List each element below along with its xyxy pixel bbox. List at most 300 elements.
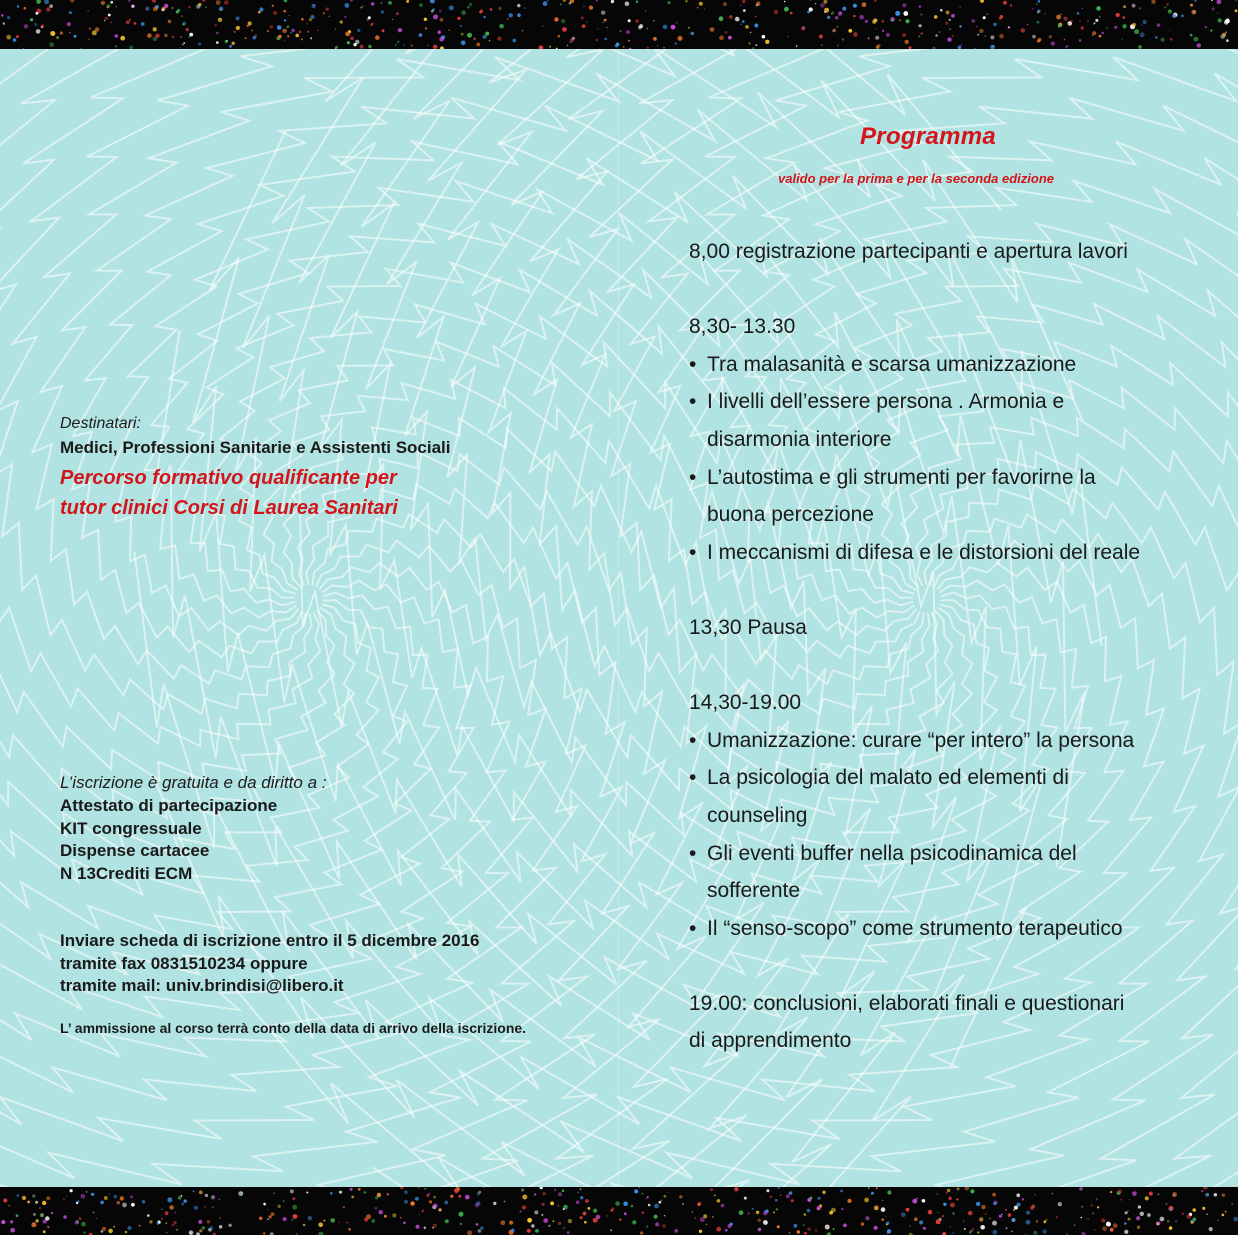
confetti-dot — [959, 6, 961, 8]
confetti-dot — [891, 19, 894, 22]
confetti-dot — [519, 1210, 522, 1213]
confetti-dot — [189, 33, 193, 37]
confetti-dot — [682, 1203, 684, 1205]
confetti-dot — [1058, 24, 1061, 27]
confetti-dot — [1194, 0, 1197, 2]
top-decorative-border — [0, 0, 1238, 49]
confetti-dot — [339, 1191, 342, 1194]
confetti-dot — [1066, 45, 1068, 47]
confetti-dot — [248, 21, 252, 25]
confetti-dot — [460, 1223, 462, 1225]
confetti-dot — [567, 45, 568, 46]
confetti-dot — [1160, 1217, 1165, 1222]
confetti-dot — [664, 1215, 665, 1216]
session-1-time: 8,30- 13.30 — [689, 315, 796, 339]
confetti-dot — [168, 20, 172, 24]
confetti-dot — [563, 1208, 565, 1210]
confetti-dot — [461, 33, 464, 36]
confetti-dot — [837, 45, 839, 47]
confetti-dot — [395, 44, 397, 46]
confetti-dot — [475, 1203, 480, 1208]
confetti-dot — [490, 8, 493, 11]
confetti-dot — [1212, 7, 1215, 10]
confetti-dot — [351, 1196, 354, 1199]
confetti-dot — [295, 34, 299, 38]
confetti-dot — [950, 1203, 955, 1208]
confetti-dot — [153, 27, 157, 31]
confetti-dot — [1038, 38, 1042, 42]
confetti-dot — [440, 18, 444, 22]
confetti-dot — [259, 7, 263, 11]
confetti-dot — [604, 38, 607, 41]
confetti-dot — [30, 18, 33, 21]
confetti-dot — [1186, 1214, 1191, 1219]
confetti-dot — [912, 1199, 917, 1204]
confetti-dot — [1155, 36, 1158, 39]
confetti-dot — [69, 11, 72, 14]
confetti-dot — [147, 1214, 150, 1217]
confetti-dot — [81, 1222, 86, 1227]
confetti-dot — [977, 34, 979, 36]
confetti-dot — [125, 1231, 128, 1234]
confetti-dot — [777, 1187, 780, 1189]
confetti-dot — [1044, 13, 1045, 14]
confetti-dot — [550, 1201, 554, 1205]
confetti-dot — [942, 1215, 944, 1217]
confetti-dot — [626, 30, 630, 34]
confetti-dot — [210, 1226, 214, 1230]
confetti-dot — [115, 45, 117, 47]
confetti-dot — [1134, 29, 1139, 34]
confetti-dot — [403, 1222, 406, 1225]
confetti-dot — [1022, 1198, 1024, 1200]
bullet-icon: • — [689, 766, 697, 790]
confetti-dot — [70, 0, 74, 2]
confetti-dot — [1140, 1212, 1144, 1216]
confetti-dot — [831, 1208, 836, 1213]
confetti-dot — [1156, 1223, 1158, 1225]
confetti-dot — [959, 25, 961, 27]
confetti-dot — [1124, 1230, 1128, 1234]
confetti-dot — [438, 31, 441, 34]
confetti-dot — [410, 1201, 414, 1205]
confetti-dot — [1087, 1218, 1089, 1220]
confetti-dot — [1225, 19, 1230, 24]
confetti-dot — [397, 41, 399, 43]
session-2-item: • Gli eventi buffer nella psicodinamica del — [689, 835, 1209, 873]
confetti-dot — [1079, 20, 1080, 21]
confetti-dot — [139, 1225, 141, 1227]
confetti-dot — [734, 1187, 739, 1192]
confetti-dot — [232, 42, 235, 45]
confetti-dot — [267, 1209, 268, 1210]
confetti-dot — [956, 1198, 958, 1200]
confetti-dot — [504, 1201, 506, 1203]
benefits-list — [60, 795, 277, 885]
confetti-dot — [1077, 12, 1080, 15]
confetti-dot — [422, 1210, 424, 1212]
confetti-dot — [317, 30, 319, 32]
confetti-dot — [1003, 1, 1007, 5]
confetti-dot — [789, 1232, 791, 1234]
confetti-dot — [36, 12, 39, 15]
confetti-dot — [848, 29, 852, 33]
confetti-dot — [1127, 1210, 1129, 1212]
confetti-dot — [1093, 24, 1094, 25]
confetti-dot — [735, 17, 740, 22]
confetti-dot — [803, 1224, 805, 1226]
confetti-dot — [758, 1219, 761, 1222]
confetti-dot — [290, 32, 292, 34]
confetti-dot — [859, 15, 864, 20]
confetti-dot — [439, 37, 444, 42]
confetti-dot — [1132, 23, 1136, 27]
confetti-dot — [1147, 1213, 1151, 1217]
confetti-dot — [803, 26, 805, 28]
confetti-dot — [992, 1193, 996, 1197]
confetti-dot — [716, 1227, 721, 1232]
confetti-dot — [647, 1196, 649, 1198]
confetti-dot — [348, 1228, 351, 1231]
confetti-dot — [876, 28, 877, 29]
confetti-dot — [835, 16, 838, 19]
confetti-dot — [1102, 1226, 1107, 1231]
confetti-dot — [717, 1199, 721, 1203]
confetti-dot — [981, 1205, 985, 1209]
confetti-dot — [868, 37, 870, 39]
confetti-dot — [752, 1208, 754, 1210]
confetti-dot — [1158, 1194, 1159, 1195]
confetti-dot — [905, 19, 909, 23]
confetti-dot — [1036, 1220, 1038, 1222]
confetti-dot — [745, 25, 749, 29]
confetti-dot — [1236, 0, 1237, 1]
confetti-dot — [306, 1192, 308, 1194]
confetti-dot — [270, 25, 274, 29]
confetti-dot — [843, 1224, 847, 1228]
confetti-dot — [560, 4, 562, 6]
bullet-icon: • — [689, 465, 697, 489]
confetti-dot — [419, 1214, 420, 1215]
confetti-dot — [642, 1193, 644, 1195]
confetti-dot — [700, 1217, 705, 1222]
confetti-dot — [655, 1222, 659, 1226]
confetti-dot — [862, 2, 867, 7]
confetti-dot — [76, 1220, 79, 1223]
confetti-dot — [1181, 15, 1184, 18]
confetti-dot — [278, 35, 281, 38]
confetti-dot — [875, 1206, 879, 1210]
confetti-dot — [1092, 35, 1093, 36]
confetti-dot — [188, 6, 191, 9]
confetti-dot — [864, 1198, 869, 1203]
confetti-dot — [172, 7, 174, 9]
bullet-icon: • — [689, 841, 697, 865]
confetti-dot — [1101, 1218, 1105, 1222]
confetti-dot — [204, 1206, 205, 1207]
confetti-dot — [161, 1218, 163, 1220]
confetti-dot — [1210, 29, 1212, 31]
confetti-dot — [986, 13, 988, 15]
confetti-dot — [992, 1221, 997, 1226]
confetti-dot — [1218, 18, 1222, 22]
confetti-dot — [1099, 16, 1101, 18]
confetti-dot — [728, 36, 732, 40]
confetti-dot — [33, 1213, 36, 1216]
confetti-dot — [467, 33, 472, 38]
confetti-dot — [653, 20, 655, 22]
confetti-dot — [804, 1213, 806, 1215]
confetti-dot — [818, 1197, 821, 1200]
confetti-dot — [1197, 43, 1201, 47]
confetti-dot — [1032, 8, 1034, 10]
confetti-dot — [558, 1192, 562, 1196]
confetti-dot — [424, 1227, 426, 1229]
confetti-dot — [34, 23, 37, 26]
confetti-dot — [216, 0, 221, 5]
confetti-dot — [543, 1192, 546, 1195]
confetti-dot — [110, 22, 112, 24]
confetti-dot — [13, 38, 17, 42]
confetti-dot — [308, 1216, 312, 1220]
confetti-dot — [343, 1206, 345, 1208]
confetti-dot — [43, 1219, 47, 1223]
confetti-dot — [445, 1219, 449, 1223]
confetti-dot — [576, 1201, 580, 1205]
confetti-dot — [531, 1224, 534, 1227]
confetti-dot — [169, 1205, 173, 1209]
confetti-dot — [881, 1218, 884, 1221]
confetti-dot — [483, 35, 487, 39]
confetti-dot — [922, 1199, 926, 1203]
confetti-dot — [542, 25, 544, 27]
confetti-dot — [167, 1197, 172, 1202]
confetti-dot — [284, 40, 286, 42]
confetti-dot — [236, 16, 240, 20]
confetti-dot — [543, 1, 548, 6]
confetti-dot — [534, 1193, 536, 1195]
confetti-dot — [173, 1221, 177, 1225]
confetti-dot — [1170, 38, 1173, 41]
confetti-dot — [277, 1205, 280, 1208]
confetti-dot — [330, 1218, 335, 1223]
confetti-dot — [371, 24, 373, 26]
confetti-dot — [186, 28, 189, 31]
confetti-dot — [1214, 1193, 1217, 1196]
confetti-dot — [152, 0, 156, 3]
confetti-dot — [301, 39, 303, 41]
confetti-dot — [427, 1194, 430, 1197]
confetti-dot — [457, 17, 460, 20]
confetti-dot — [131, 1203, 135, 1207]
confetti-dot — [522, 1195, 527, 1200]
confetti-dot — [517, 13, 521, 17]
confetti-dot — [189, 1230, 194, 1235]
confetti-dot — [853, 15, 855, 17]
confetti-dot — [450, 1195, 453, 1198]
confetti-dot — [469, 3, 472, 6]
confetti-dot — [49, 4, 53, 8]
confetti-dot — [382, 29, 385, 32]
confetti-dot — [797, 1230, 800, 1233]
confetti-dot — [432, 1227, 434, 1229]
confetti-dot — [719, 35, 724, 40]
confetti-dot — [166, 1222, 168, 1224]
confetti-dot — [1092, 31, 1096, 35]
confetti-dot — [1172, 14, 1176, 18]
confetti-dot — [1122, 24, 1126, 28]
confetti-dot — [699, 1230, 702, 1233]
confetti-dot — [448, 29, 450, 31]
confetti-dot — [710, 27, 715, 32]
confetti-dot — [919, 24, 922, 27]
confetti-dot — [865, 20, 868, 23]
confetti-dot — [635, 19, 639, 23]
benefit-item: KIT congressuale — [60, 818, 202, 838]
confetti-dot — [1136, 1216, 1140, 1220]
confetti-dot — [749, 43, 751, 45]
confetti-dot — [558, 35, 560, 37]
confetti-dot — [1190, 4, 1193, 7]
confetti-dot — [400, 1217, 402, 1219]
confetti-dot — [1164, 6, 1166, 8]
confetti-dot — [299, 31, 302, 34]
confetti-dot — [199, 1191, 203, 1195]
confetti-dot — [378, 1193, 381, 1196]
confetti-dot — [589, 6, 593, 10]
confetti-dot — [521, 1190, 522, 1191]
confetti-dot — [865, 1216, 869, 1220]
confetti-dot — [611, 1209, 614, 1212]
confetti-dot — [874, 0, 876, 2]
confetti-dot — [198, 1220, 202, 1224]
confetti-dot — [882, 20, 884, 22]
course-title-line-1: Percorso formativo qualificante per — [60, 467, 397, 489]
confetti-dot — [74, 35, 77, 38]
confetti-dot — [1030, 1206, 1034, 1210]
confetti-dot — [804, 1232, 807, 1235]
confetti-dot — [63, 1215, 66, 1218]
confetti-dot — [194, 1206, 198, 1210]
confetti-dot — [101, 1230, 104, 1233]
confetti-dot — [937, 1212, 938, 1213]
confetti-dot — [928, 1210, 933, 1215]
confetti-dot — [789, 1191, 793, 1195]
confetti-dot — [129, 19, 131, 21]
confetti-dot — [1110, 1191, 1112, 1193]
confetti-dot — [704, 8, 705, 9]
confetti-dot — [166, 1232, 168, 1234]
confetti-dot — [699, 2, 703, 6]
confetti-dot — [923, 1227, 926, 1230]
confetti-dot — [142, 1200, 145, 1203]
confetti-dot — [1118, 1189, 1122, 1193]
confetti-dot — [833, 30, 835, 32]
program-title: Programma — [860, 123, 997, 150]
confetti-dot — [1217, 1220, 1218, 1221]
confetti-dot — [404, 1200, 408, 1204]
confetti-dot — [424, 18, 427, 21]
confetti-dot — [766, 1189, 769, 1192]
confetti-dot — [33, 1195, 35, 1197]
confetti-dot — [1006, 1227, 1008, 1229]
confetti-dot — [742, 0, 746, 3]
confetti-dot — [1145, 1196, 1149, 1200]
confetti-dot — [88, 39, 90, 41]
confetti-dot — [543, 1218, 548, 1223]
confetti-dot — [694, 1217, 696, 1219]
session-1-item-continuation: disarmonia interiore — [707, 427, 892, 451]
confetti-dot — [623, 46, 625, 48]
confetti-dot — [1203, 1187, 1207, 1190]
confetti-dot — [826, 1226, 828, 1228]
confetti-dot — [659, 1201, 662, 1204]
confetti-dot — [1016, 1203, 1020, 1207]
confetti-dot — [522, 29, 524, 31]
confetti-dot — [534, 1210, 538, 1214]
confetti-dot — [949, 19, 951, 21]
confetti-dot — [229, 45, 232, 48]
confetti-dot — [323, 12, 325, 14]
confetti-dot — [786, 1194, 790, 1198]
confetti-dot — [632, 1220, 636, 1224]
confetti-dot — [588, 1207, 591, 1210]
confetti-dot — [345, 32, 350, 37]
confetti-dot — [357, 29, 360, 32]
confetti-dot — [572, 37, 575, 40]
confetti-dot — [433, 15, 438, 20]
confetti-dot — [178, 1196, 182, 1200]
confetti-dot — [725, 31, 728, 34]
confetti-dot — [219, 1199, 220, 1200]
bullet-icon: • — [689, 390, 697, 414]
confetti-dot — [639, 1187, 641, 1188]
confetti-dot — [1235, 9, 1238, 12]
confetti-dot — [132, 5, 135, 8]
top-border-dots — [0, 0, 1238, 49]
confetti-dot — [950, 1226, 951, 1227]
confetti-dot — [512, 39, 516, 43]
program-subtitle: valido per la prima e per la seconda edizione — [778, 171, 1054, 186]
confetti-dot — [1070, 20, 1073, 23]
confetti-dot — [527, 1229, 531, 1233]
confetti-dot — [1141, 25, 1142, 26]
confetti-dot — [747, 1212, 749, 1214]
brochure-panel — [0, 49, 1238, 1187]
confetti-dot — [182, 44, 184, 46]
confetti-dot — [461, 41, 466, 46]
confetti-dot — [70, 1189, 73, 1192]
confetti-dot — [765, 40, 769, 44]
confetti-dot — [1010, 4, 1012, 6]
confetti-dot — [969, 1231, 972, 1234]
confetti-dot — [963, 1220, 965, 1222]
confetti-dot — [511, 1229, 515, 1233]
confetti-dot — [1101, 32, 1104, 35]
confetti-dot — [1008, 26, 1010, 28]
confetti-dot — [350, 37, 354, 41]
confetti-dot — [47, 1226, 49, 1228]
confetti-dot — [381, 3, 382, 4]
confetti-dot — [842, 7, 846, 11]
confetti-dot — [610, 1229, 612, 1231]
confetti-dot — [943, 1203, 946, 1206]
confetti-dot — [43, 1230, 46, 1233]
confetti-dot — [606, 1215, 607, 1216]
confetti-dot — [976, 1202, 980, 1206]
confetti-dot — [763, 1220, 768, 1225]
confetti-dot — [1074, 1224, 1076, 1226]
